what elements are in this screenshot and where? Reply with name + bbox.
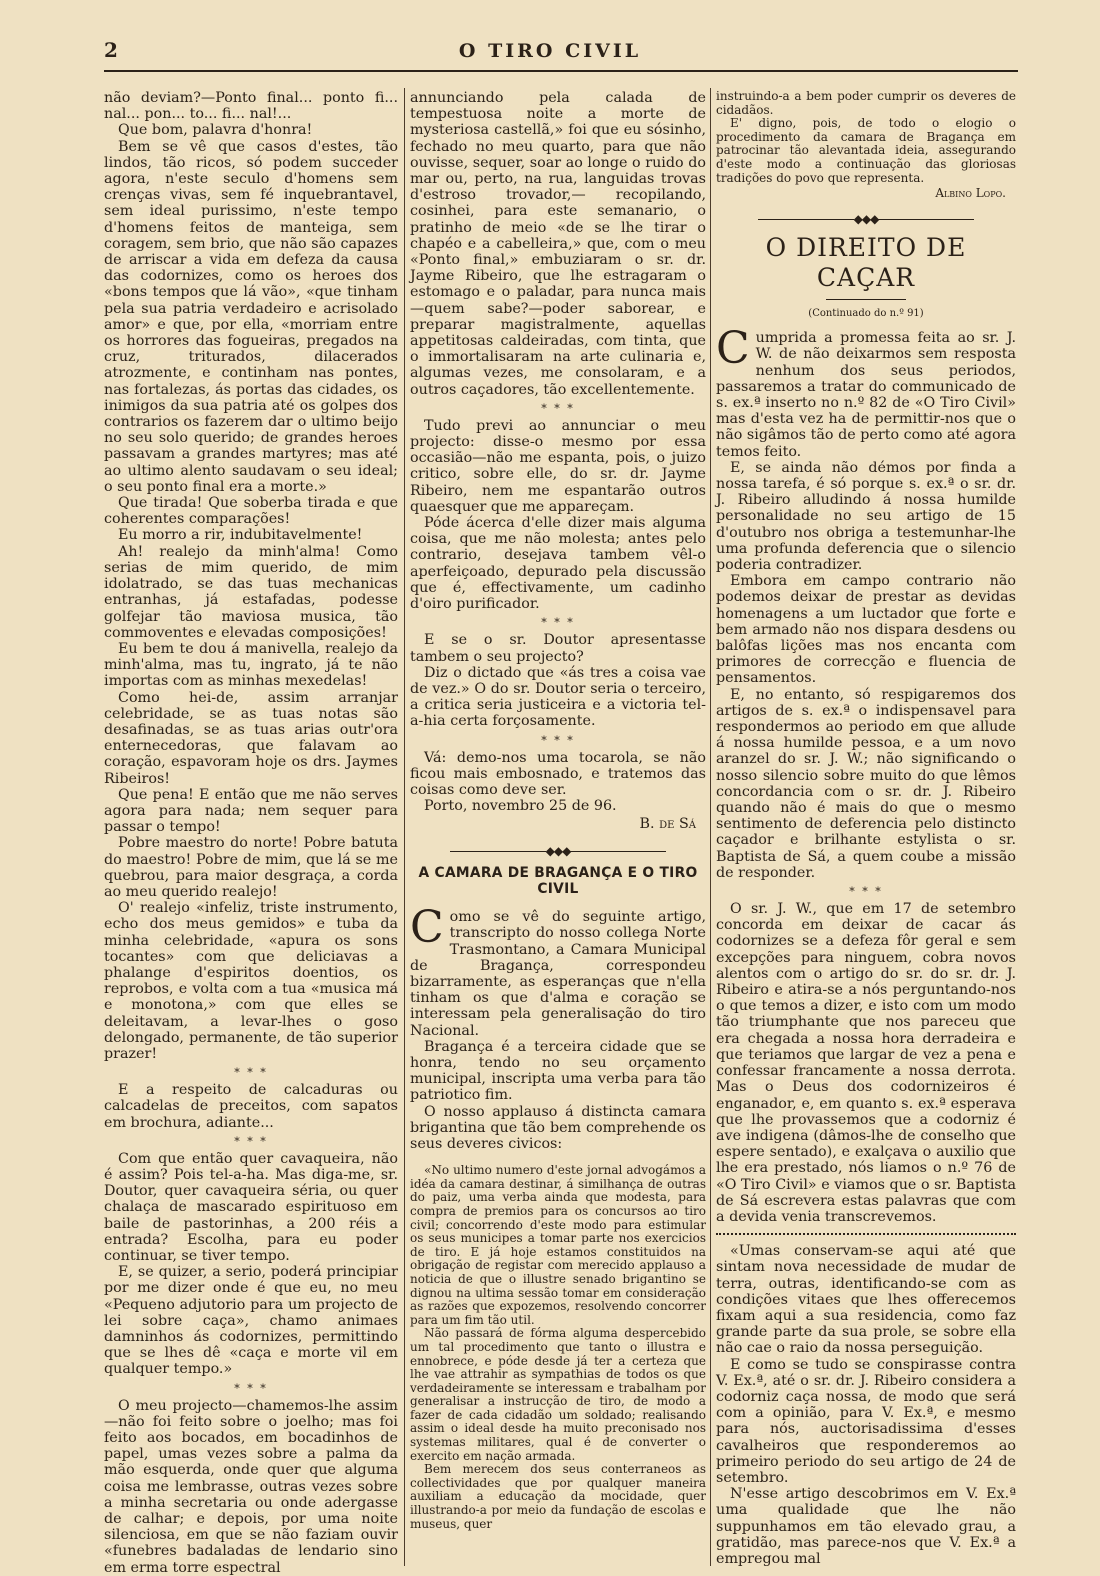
dateline: Porto, novembro 25 de 96. [424,798,617,815]
paragraph: E a respeito de calcaduras ou calcadelas de preceitos, com sapatos em brochura, adiante... [104,1082,398,1131]
quote-signature: Albino Lopo. [935,186,1006,201]
quoted-paragraph: Bem merecem dos seus conterraneos as collectividades que por qualquer maneira auxiliam a educação da mocidade, quer illustrando-a por meio da fundação de escolas e museus, quer [410,1462,706,1531]
paragraph: Diz o dictado que «ás tres a coisa vae de vez.» O do sr. Doutor seria o terceiro, a critica seria justiceira e a victoria tel-a-hia certa forçosamente. [410,664,706,730]
column-3 [716,90,1016,1565]
paragraph: «Umas conservam-se aqui até que sintam nova necessidade de mudar de terra, outras, identificando-se com as condições vitaes que lhes offerecemos fixam aqui a sua residencia, como faz grande parte da sua prole, se sobre ella não cae o raio da nossa perseguição. [716,1243,1016,1357]
paragraph: annunciando pela calada de tempestuosa noite a morte de mysteriosa castellã,» foi que eu sósinho, fechado no meu quarto, para que não ouvisse, sequer, soar ao longe o ruido do mar ou, perto, na rua, languidas trovas d'estroso trovador,— recopilando, cosinhei, para este semanario, o pratinho de meio «de se lhe tirar o chapéo e a cabelleira,» que, com o meu «Ponto final,» embuziaram o sr. dr. Jayme Ribeiro, que lhe estragaram o estomago e o paladar, para nunca mais—quem sabe?—poder saborear, e preparar magistralmente, aquellas appetitosas caldeiradas, com tinta, que o immortalisaram na arte culinaria e, algumas vezes, me consolaram, e a outros caçadores, tão excellentemente. [410,90,706,398]
quoted-paragraph: E' digno, pois, de todo o elogio o procedimento da camara de Bragança em patrocinar tão alevantada ideia, assegurando d'este modo a continuação das gloriosas tradições do povo que representa. [716,116,1016,185]
paragraph: Que tirada! Que soberba tirada e que coherentes comparações! [104,495,398,528]
paragraph: E como se tudo se conspirasse contra V. Ex.ª, até o sr. dr. J. Ribeiro considera a codorniz caça nossa, de modo que será com a opinião, para V. Ex.ª, e mesmo para nós, auctorisadissima d'esses cavalheiros que responderemos ao primeiro periodo do seu artigo de 24 de setembro. [716,1356,1016,1486]
paragraph: Ah! realejo da minh'alma! Como serias de mim querido, de mim idolatrado, se das tuas mechanicas entranhas, já estafadas, podesse golfejar tão maviosa musica, tão commoventes e elevadas composições! [104,543,398,641]
quoted-paragraph: Não passará de fórma alguma despercebido um tal procedimento que tanto o illustra e ennobrece, e póde desde já ter a certeza que lhe vae attrahir as sympathias de todos os que verdadeiramente se interessam e trabalham por generalisar a instrucção de tiro, de modo a fazer de cada cidadão um soldado; realisando assim o ideal desde ha muito preconisado nos systemas militares, qual é de converter o exercito em nação armada. [410,1326,706,1463]
paragraph: Tudo previ ao annunciar o meu projecto: disse-o mesmo por essa occasião—não me espanta, pois, o juizo critico, sobre elle, do sr. dr. Jayme Ribeiro, nem me espantarão outros quaesquer que me appareçam. [410,417,706,515]
column-2 [410,90,706,1565]
paragraph: E, no entanto, só respigaremos dos artigos de s. ex.ª o indispensavel para respondermos ao periodo em que allude á nossa humilde pessoa, e a um novo aranzel do sr. J. W.; não significando o nosso silencio sobre muito do que lêmos concordancia com o sr. dr. J. Ribeiro quando não é mais do que o mesmo sentimento de deferencia pelo distincto caçador e brilhante estylista o sr. Baptista de Sá, a quem coube a missão de responder. [716,686,1016,881]
section-stars: * * * [234,1134,268,1148]
section-stars: * * * [234,1066,268,1080]
section-stars: * * * [234,1381,268,1395]
drop-cap: C [410,902,444,954]
continued-note: (Continuado do n.º 91) [808,307,924,319]
ornamental-divider: ◆◆◆ [716,211,1016,227]
paragraph: Que pena! E então que me não serves agora para nada; nem sequer para passar o tempo! [104,786,398,836]
paragraph: O meu projecto—chamemos-lhe assim—não foi feito sobre o joelho; mas foi feito aos bocados, em bocadinhos de papel, umas vezes sobre a palma da mão esquerda, onde quer que alguma coisa me lembrasse, outras vezes sobre a minha secretaria ou onde adergasse de calhar; e depois, por uma noite silenciosa, em que se não faziam ouvir «funebres badaladas de lendario sino em erma torre espectral [104,1397,398,1576]
drop-cap: C [716,323,750,375]
paragraph: Com que então quer cavaqueira, não é assim? Pois tel-a-ha. Mas diga-me, sr. Doutor, quer cavaqueira séria, ou quer chalaça de mascarado espirituoso em baile de pastorinhas, a 200 réis a entrada? Escolha, para eu poder continuar, se tiver tempo. [104,1150,398,1265]
paragraph: E, se ainda não démos por finda a nossa tarefa, é só porque s. ex.ª o sr. dr. J. Ribeiro alludindo á nossa humilde personalidade no seu artigo de 15 d'outubro nos obriga a testemunhar-lhe uma profunda deferencia que o silencio poderia contradizer. [716,459,1016,573]
section-stars: * * * [849,885,883,899]
quoted-paragraph: «No ultimo numero d'este jornal advogámos a idéa da camara destinar, á similhança de outras do paiz, uma verba ainda que modesta, para compra de premios para os concursos ao tiro civil; concorrendo d'este modo para estimular os seus municipes a tomar parte nos exercicios de tiro. E já hoje estamos constituidos na obrigação de registar com merecido applauso a noticia de que o illustre senado brigantino se dignou na ultima sessão tomar em consideração as razões que expozemos, resolvendo concorrer para um fim tão util. [410,1163,706,1327]
title-underline [826,299,906,300]
paragraph: Bem se vê que casos d'estes, tão lindos, tão ricos, só podem succeder agora, n'este seculo d'homens sem crenças vivas, sem fé inquebrantavel, sem ideal purissimo, n'este tempo d'homens feitos de manteiga, sem coragem, sem brio, que não são capazes de arriscar a vida em defeza da causa das codornizes, como os heroes dos «bons tempos que lá vão», «que tinham pela sua patria verdadeiro e acrisolado amor» e que, por ella, «morriam entre os horrores das fogueiras, pregados na cruz, triturados, dilacerados atrozmente, e continham nas pontes, nas fortalezas, ás portas das cidades, os inimigos da sua patria até os golpes dos contrarios os fazerem dar o ultimo beijo no seu solo querido; de grandes heroes passavam a grandes martyres; mas até ao ultimo alento saudavam o seu ideal; o seu ponto final era a morte.» [104,138,398,495]
dotted-rule [716,1233,1016,1235]
page-number: 2 [104,38,118,62]
paragraph: E, se quizer, a serio, poderá principiar por me dizer onde é que eu, no meu «Pequeno adjutorio para um projecto de lei sobre caça», chamo animaes damninhos ás codornizes, permittindo que se lhes dê «caça e morte vil em qualquer tempo.» [104,1264,398,1378]
section-stars: * * * [541,733,575,747]
column-separator [404,88,405,1566]
paragraph: Eu morro a rir, indubitavelmente! [118,527,363,544]
paragraph: Embora em campo contrario não podemos deixar de prestar as devidas homenagens a um luctador que forte e bem armado não nos dispara desdens ou balôfas lições mas nos encanta com primores de correcção e fluencia de pensamentos. [716,573,1016,687]
column-separator [710,88,711,1566]
paragraph: O nosso applauso á distincta camara brigantina que tão bem comprehende os seus deveres civicos: [410,1103,706,1152]
section-stars: * * * [541,616,575,630]
section-stars: * * * [541,401,575,415]
newspaper-title: O TIRO CIVIL [458,40,642,62]
paragraph: Que bom, palavra d'honra! [118,122,313,139]
paragraph: Como hei-de, assim arranjar celebridade, se as tuas notas são desafinadas, se as tuas arias outr'ora enternecedoras, que falavam ao coração, espavoram hoje os drs. Jaymes Ribeiros! [104,689,398,787]
paragraph: Vá: demo-nos uma tocarola, se não ficou mais embosnado, e tratemos das coisas como deve ser. [410,749,706,798]
paragraph: Bragança é a terceira cidade que se honra, tendo no seu orçamento municipal, inscripta uma verba para tão patriotico fim. [410,1038,706,1104]
column-1 [104,90,398,1576]
lead-paragraph: Como se vê do seguinte artigo, transcripto do nosso collega Norte Trasmontano, a Camara Municipal de Bragança, correspondeu bizarramente, as esperanças que n'ella tinham os que d'alma e coração se interessam pela generalisação do tiro Nacional. [410,902,706,1039]
article-title: O DIREITO DE CAÇAR [765,232,967,292]
paragraph: N'esse artigo descobrimos em V. Ex.ª uma qualidade que lhe não suppunhamos em tão elevado grau, a gratidão, mas parece-nos que V. Ex.ª a empregou mal [716,1486,1016,1567]
ornamental-divider: ◆◆◆ [410,843,706,859]
paragraph: Pobre maestro do norte! Pobre batuta do maestro! Pobre de mim, que lá se me quebrou, para maior desgraça, a corda ao meu querido realejo! [104,835,398,900]
header-rule [104,70,1018,72]
quoted-paragraph: instruindo-a a bem poder cumprir os deveres de cidadãos. [716,89,1016,117]
paragraph: O' realejo «infeliz, triste instrumento, echo dos meus gemidos» e tuba da minha celebridade, «apura os sons tocantes» com que deliciavas a phalange d'espiritos doentios, os reprobos, e volta com a tua «musica má e monotona,» com que elles se deleitavam, a levar-lhes o goso delongado, permanente, de tão superior prazer! [104,900,398,1062]
signature: B. de Sá [639,816,696,833]
paragraph: não deviam?—Ponto final... ponto fi... nal... pon... to... fi... nal!... [104,90,398,123]
paragraph: Póde ácerca d'elle dizer mais alguma coisa, que me não molesta; antes pelo contrario, desejava tambem vêl-o aperfeiçoado, depurado pela discussão que é, effectivamente, um cadinho d'oiro purificador. [410,515,706,613]
paragraph: Eu bem te dou á manivella, realejo da minh'alma, mas tu, ingrato, já te não importas com as minhas mexedelas! [104,640,398,690]
article-title: A CAMARA DE BRAGANÇA E O TIRO CIVIL [418,864,698,897]
paragraph: O sr. J. W., que em 17 de setembro concorda em deixar de cacar ás codornizes se a defeza fôr geral e sem excepções para ninguem, cobra novos alentos com o artigo do sr. do sr. dr. J. Ribeiro e atira-se a nós perguntando-nos o que temos a dizer, e isto com um modo tão triumphante que nos pareceu que era chegada a nossa hora derradeira e que teriamos que largar de vez a pena e confessar francamente a nossa derrota. Mas o Deus dos codornizeiros é enganador, e, em quanto s. ex.ª esperava que lhe provassemos que a codorniz é ave indigena (dâmos-lhe de conselho que espere sentado), e exalçava o auxilio que lhe era prestado, nós liamos o n.º 76 de «O Tiro Civil» e viamos que o sr. Baptista de Sá escrevera estas palavras que com a devida venia transcrevemos. [716,901,1016,1225]
paragraph: E se o sr. Doutor apresentasse tambem o seu projecto? [410,632,706,665]
lead-paragraph: Cumprida a promessa feita ao sr. J. W. de não deixarmos sem resposta nenhum dos seus periodos, passaremos a tratar do communicado de s. ex.ª inserto no n.º 82 de «O Tiro Civil» mas d'esta vez ha de permittir-nos que o não sigâmos tão de perto como até agora temos feito. [716,323,1016,460]
page-header [0,34,1100,70]
